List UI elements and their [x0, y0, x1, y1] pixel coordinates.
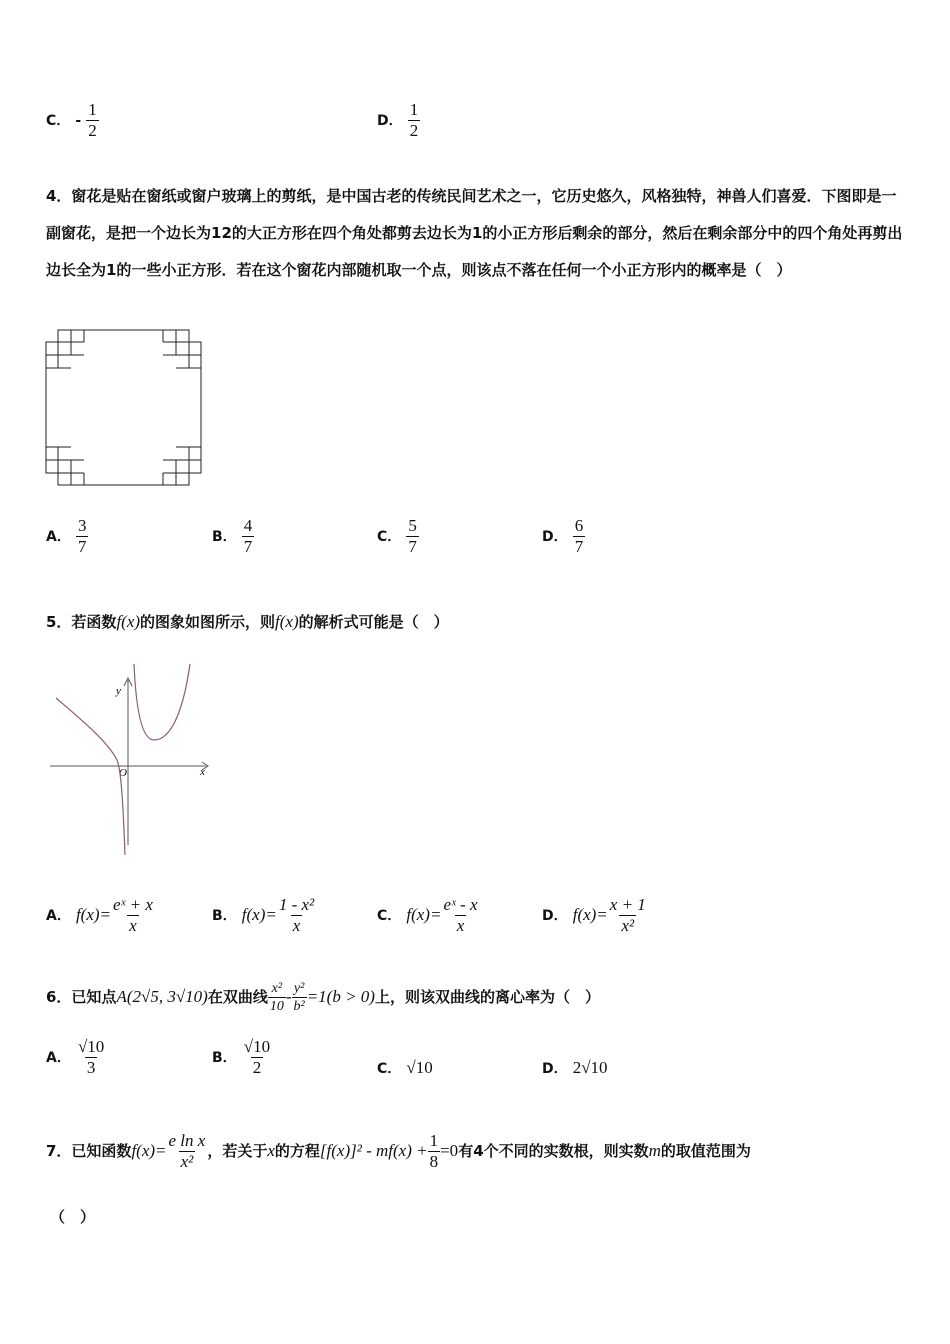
formula-lhs: f(x)=	[75, 905, 111, 924]
q6-option-c	[377, 1058, 433, 1078]
fraction: $\frac{\text{1 - x²}}{x}$	[278, 895, 315, 935]
q4-option-d	[542, 516, 585, 557]
fraction: $\frac{\text{eˣ + x}}{x}$	[113, 895, 153, 935]
option-label: D．	[542, 1061, 568, 1077]
fraction: $\frac{√10}{2}$	[243, 1037, 271, 1077]
q4-option-c	[377, 516, 419, 557]
option-label: B．	[212, 1050, 237, 1066]
option-value: √10	[406, 1058, 433, 1077]
fraction: $\frac{\text{y²}}{\text{b²}}$	[293, 981, 305, 1014]
fraction: $\frac{\text{e ln x}}{\text{x²}}$	[168, 1131, 206, 1171]
fraction: $\frac{4}{7}$	[243, 516, 253, 556]
q7-text: 7．已知函数f(x)= $\frac{\text{e ln x}}{\text{x²}}$ ，若关于x的方程[f(x)]² - mf(x) + $\frac{1}{8}$ =0有4个不同的实数根，则实数m的取值范围为	[46, 1131, 751, 1171]
option-label: C．	[377, 908, 402, 924]
fraction: $\frac{6}{7}$	[574, 516, 584, 556]
function-graph	[44, 660, 214, 860]
fraction: $\frac{\text{x²}}{10}$	[269, 981, 284, 1014]
fraction: $\frac{5}{7}$	[408, 516, 417, 556]
q3-option-d	[377, 100, 420, 141]
option-label: D．	[542, 529, 568, 545]
fraction: $\frac{1}{2}$	[409, 100, 419, 140]
q6-option-d	[542, 1058, 608, 1078]
fraction: $\frac{3}{7}$	[77, 516, 87, 556]
q4-text: 4．窗花是贴在窗纸或窗户玻璃上的剪纸，是中国古老的传统民间艺术之一，它历史悠久，风格独特，神兽人们喜爱．下图即是一副窗花，是把一个边长为12的大正方形在四个角处都剪去边长为1的小正方形后剩余的部分，然后在剩余部分中的四个角处再剪出边长全为1的一些小正方形．若在这个窗花内部随机取一个点，则该点不落在任何一个小正方形内的概率是（ ）	[46, 187, 903, 279]
q4-option-a	[46, 516, 88, 557]
option-label: A．	[46, 529, 71, 545]
q3-option-c	[46, 100, 99, 141]
fraction: $\frac{√10}{3}$	[77, 1037, 105, 1077]
fraction: $\frac{x + 1}{\text{x²}}$	[609, 895, 646, 935]
q4-option-b	[212, 516, 254, 557]
option-label: A．	[46, 1050, 71, 1066]
formula-lhs: f(x)=	[241, 905, 277, 924]
q6-option-b	[212, 1037, 272, 1078]
point-a: A(2√5, 3√10)	[116, 987, 208, 1006]
option-label: B．	[212, 908, 237, 924]
option-label: C．	[46, 113, 71, 129]
y-axis-label: y	[116, 685, 121, 697]
q5-option-d	[542, 895, 648, 936]
origin-label: O	[119, 767, 127, 779]
q5-option-a	[46, 895, 155, 936]
formula-lhs: f(x)=	[572, 905, 608, 924]
option-label: D．	[377, 113, 403, 129]
q6-option-a	[46, 1037, 106, 1078]
minus-sign: -	[75, 113, 82, 129]
function-fx: f(x)	[275, 612, 299, 631]
window-flower-figure	[44, 328, 208, 488]
q5-option-c	[377, 895, 480, 936]
option-label: C．	[377, 529, 402, 545]
formula-lhs: f(x)=	[406, 905, 442, 924]
fraction: $\frac{1}{8}$	[429, 1131, 439, 1171]
q7-answer-blank: （ ）	[50, 1208, 96, 1226]
q6-text: 6．已知点A(2√5, 3√10)在双曲线 $\frac{\text{x²}}{10}$ - $\frac{\text{y²}}{\text{b²}}$ =1(b > 0)上，则该双曲线的离心率为（ ）	[46, 981, 600, 1014]
option-label: D．	[542, 908, 568, 924]
fraction: $\frac{\text{eˣ - x}}{x}$	[443, 895, 478, 935]
option-label: A．	[46, 908, 71, 924]
option-label: B．	[212, 529, 237, 545]
fraction: $\frac{1}{2}$	[88, 100, 97, 140]
q5-option-b	[212, 895, 316, 936]
x-axis-label: x	[200, 766, 205, 778]
function-fx: f(x)	[116, 612, 141, 631]
option-value: 2√10	[572, 1058, 608, 1077]
q5-text: 5．若函数f(x)的图象如图所示，则f(x)的解析式可能是（ ）	[46, 612, 449, 631]
option-label: C．	[377, 1061, 402, 1077]
